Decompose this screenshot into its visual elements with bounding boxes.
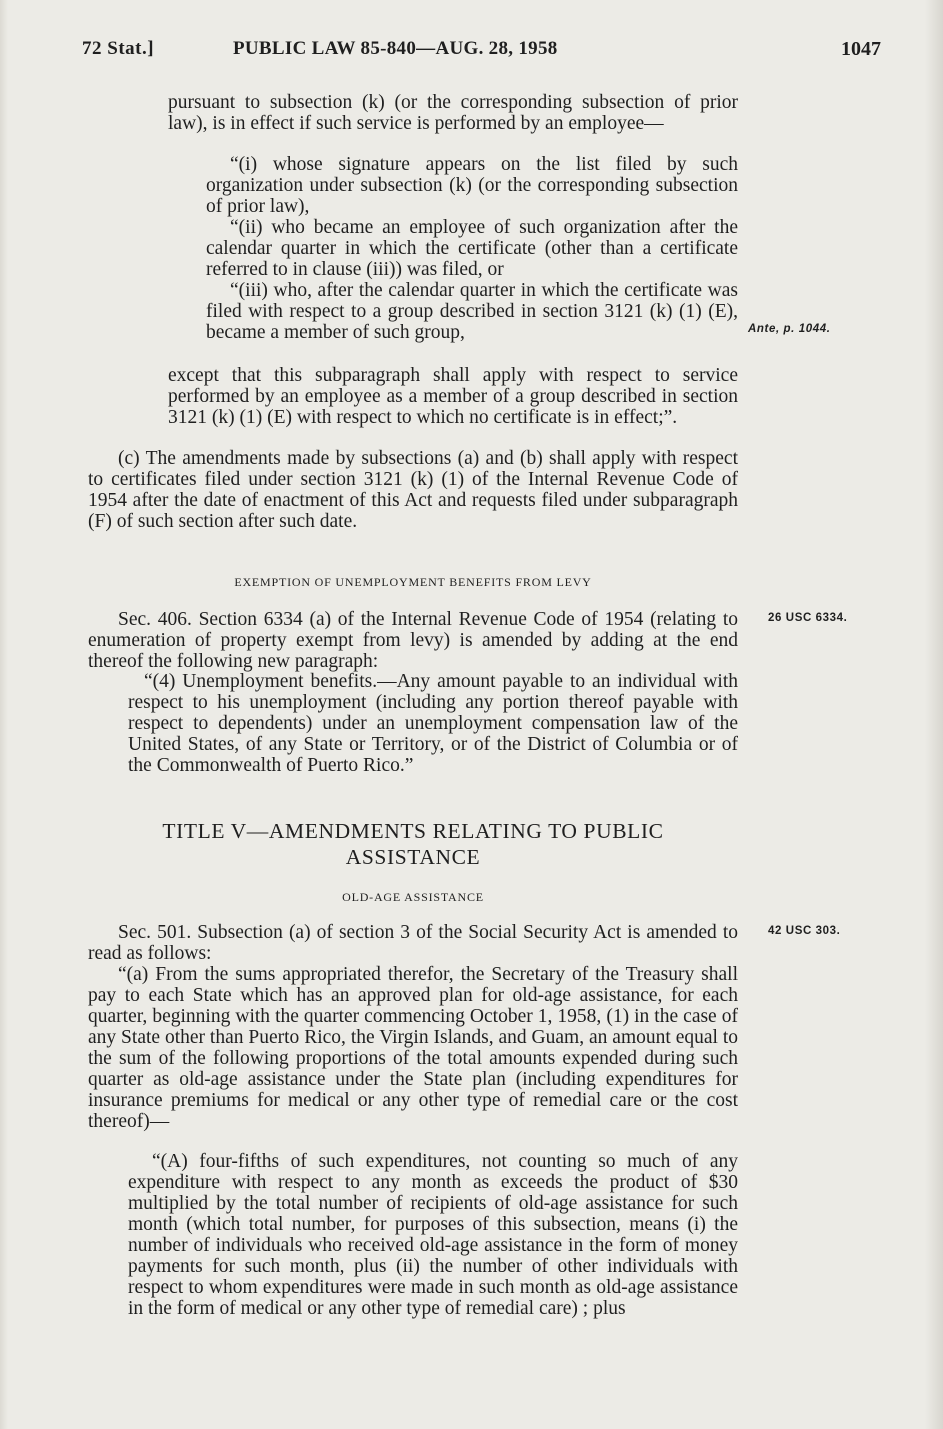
- paragraph-except: except that this subparagraph shall apply with respect to service performed by an employee as a member of a group described in section 3121 (k) (1) (E) with respect to which no certificate is in effect;”.: [168, 365, 738, 428]
- page-number: 1047: [841, 38, 881, 60]
- clause-ii: “(ii) who became an employee of such organization after the calendar quarter in which the certificate (other than a certificate referred to in clause (iii)) was filed, or: [206, 217, 738, 280]
- section-501: Sec. 501. Subsection (a) of section 3 of the Social Security Act is amended to read as follows:: [88, 922, 738, 964]
- margin-note-26usc6334: 26 USC 6334.: [768, 612, 848, 624]
- running-header: [0, 38, 943, 66]
- subhead-old-age: OLD-AGE ASSISTANCE: [342, 890, 484, 904]
- clause-i: “(i) whose signature appears on the list filed by such organization under subsection (k) (or the corresponding subsection of prior law),: [206, 154, 738, 217]
- scan-left-shadow: [0, 0, 8, 1429]
- paragraph-unemployment-benefits: “(4) Unemployment benefits.—Any amount payable to an individual with respect to his unemployment (including any portion thereof payable with respect to dependents) under an unemployment compensation law of the United States, of any State or Territory, or of the District of Columbia or of the Commonwealth of Puerto Rico.”: [128, 671, 738, 776]
- clause-A: “(A) four-fifths of such expenditures, not counting so much of any expenditure with respect to any month as exceeds the product of $30 multiplied by the total number of recipients of old-age assistance for such month (which total number, for purposes of this subsection, means (i) the number of individuals who received old-age assistance in the form of money payments for such month, plus (ii) the number of other individuals with respect to whom expenditures were made in such month as old-age assistance in the form of medical or any other type of remedial care) ; plus: [128, 1151, 738, 1319]
- title-v-heading: TITLE V—AMENDMENTS RELATING TO PUBLIC ASSISTANCE: [162, 819, 664, 869]
- section-406: Sec. 406. Section 6334 (a) of the Internal Revenue Code of 1954 (relating to enumeration of property exempt from levy) is amended by adding at the end thereof the following new paragraph:: [88, 609, 738, 672]
- paragraph-c: (c) The amendments made by subsections (a) and (b) shall apply with respect to certificates filed under section 3121 (k) (1) of the Internal Revenue Code of 1954 after the date of enactment of this Act and requests filed under subparagraph (F) of such section after such date.: [88, 448, 738, 532]
- paragraph-subsection-intro: pursuant to subsection (k) (or the corresponding subsection of prior law), is in effect if such service is performed by an employee—: [168, 92, 738, 134]
- header-statute-ref: 72 Stat.]: [82, 38, 155, 59]
- scan-right-shadow: [925, 0, 943, 1429]
- clause-iii: “(iii) who, after the calendar quarter in which the certificate was filed with respect to a group described in section 3121 (k) (1) (E), became a member of such group,: [206, 280, 738, 343]
- subsection-a: “(a) From the sums appropriated therefor, the Secretary of the Treasury shall pay to each State which has an approved plan for old-age assistance, for each quarter, beginning with the quarter commencing October 1, 1958, (1) in the case of any State other than Puerto Rico, the Virgin Islands, and Guam, an amount equal to the sum of the following proportions of the total amounts expended during such quarter as old-age assistance under the State plan (including expenditures for insurance premiums for medical or any other type of remedial care or the cost thereof)—: [88, 964, 738, 1132]
- header-law-title: PUBLIC LAW 85-840—AUG. 28, 1958: [233, 38, 558, 59]
- margin-note-ante: Ante, p. 1044.: [748, 323, 831, 335]
- subhead-exemption: EXEMPTION OF UNEMPLOYMENT BENEFITS FROM LEVY: [234, 575, 592, 589]
- margin-note-42usc303: 42 USC 303.: [768, 925, 841, 937]
